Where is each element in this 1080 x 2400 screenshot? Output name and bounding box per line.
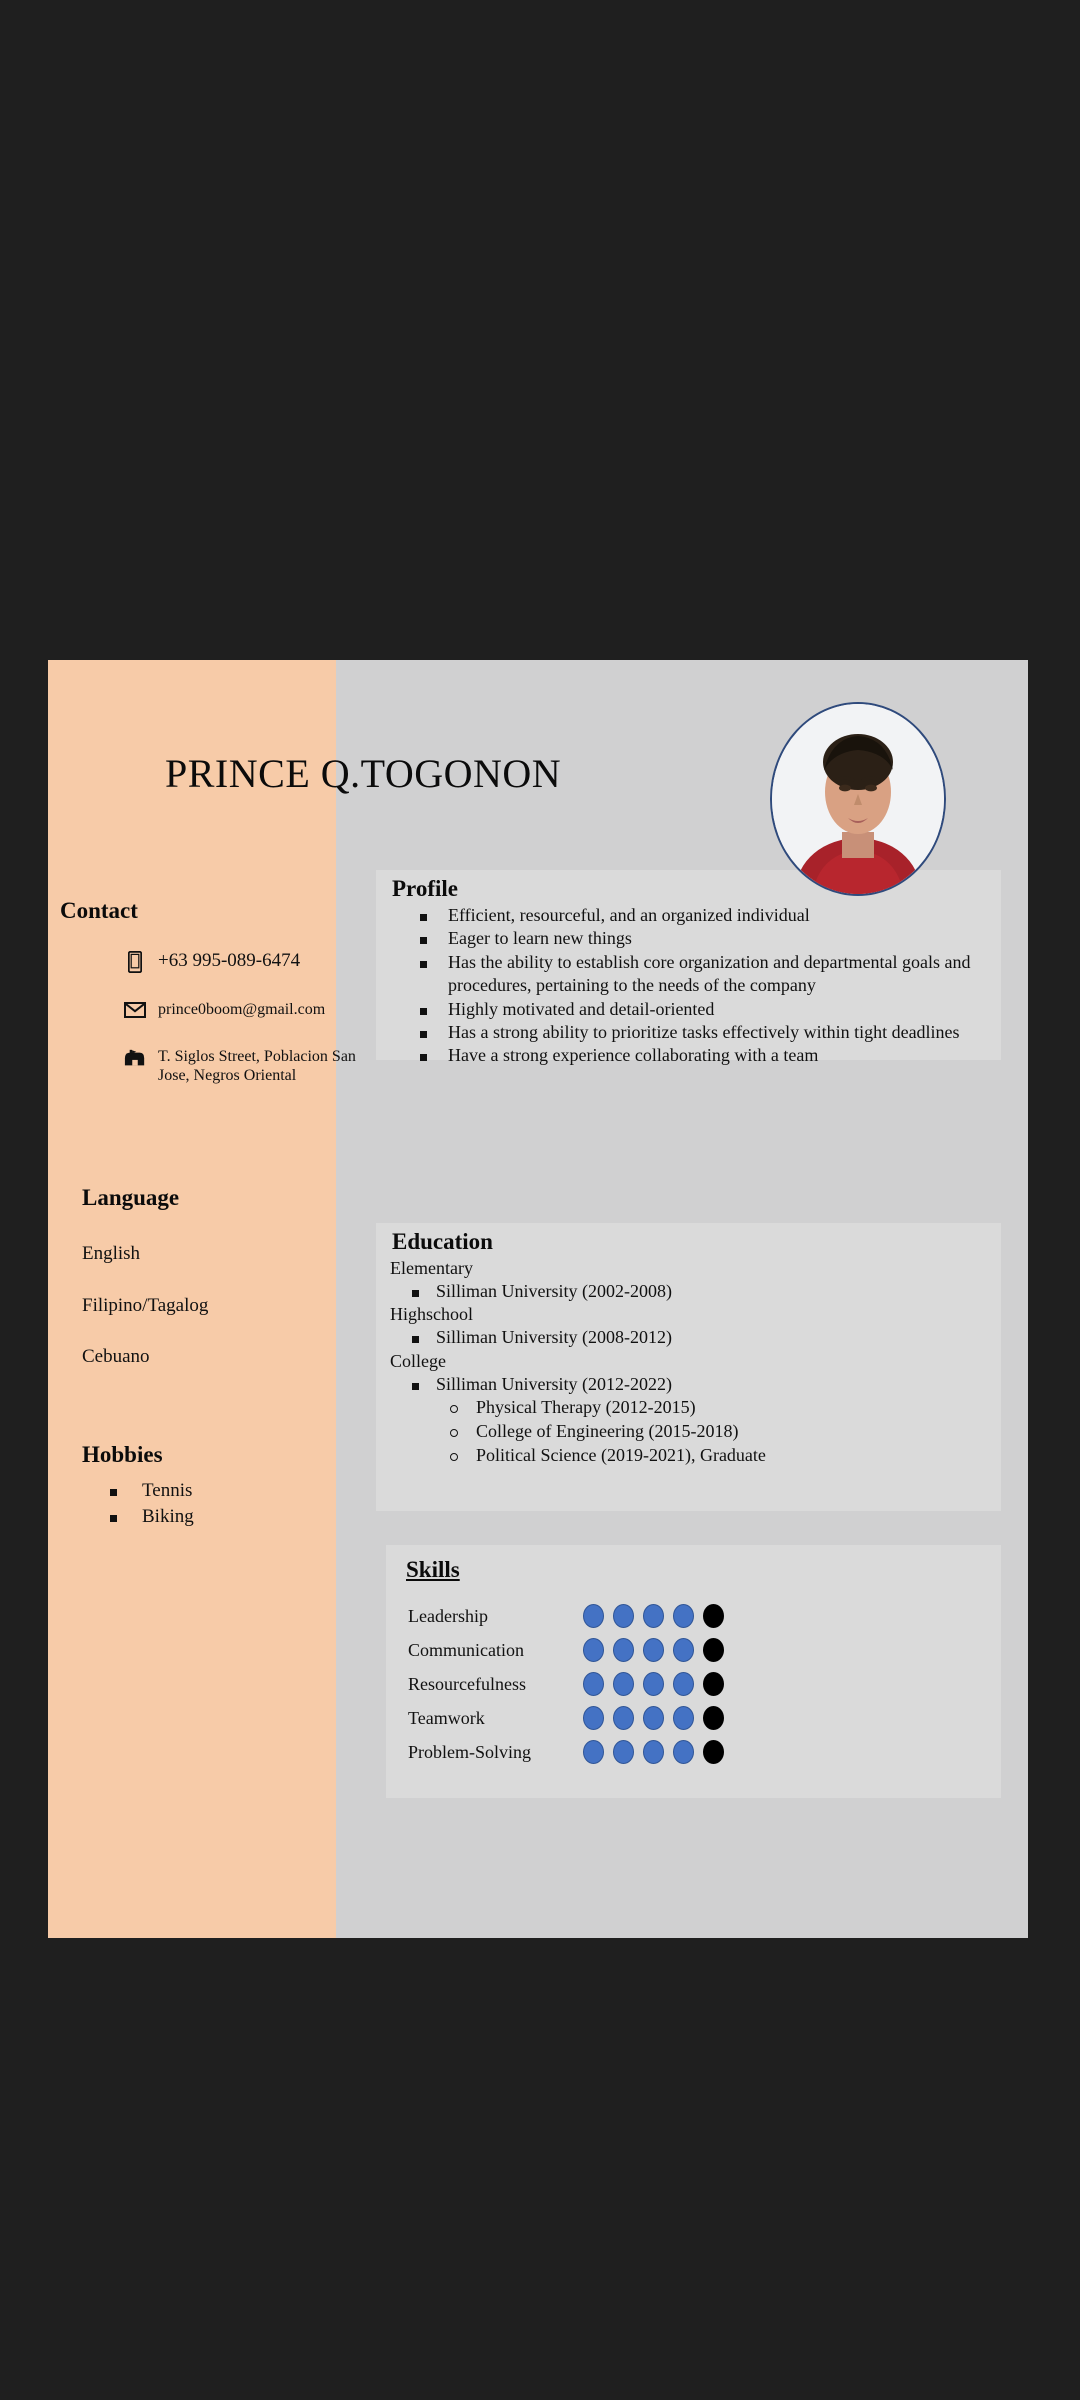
skills-heading: Skills — [406, 1557, 460, 1582]
skill-dot-filled — [673, 1706, 694, 1730]
hobbies-heading: Hobbies — [82, 1442, 163, 1467]
skill-dot-filled — [643, 1706, 664, 1730]
skill-dot-filled — [613, 1706, 634, 1730]
contact-phone-value: +63 995-089-6474 — [158, 950, 301, 971]
education-entry: Silliman University (2012-2022) — [390, 1373, 980, 1396]
page-title: PRINCE Q.TOGONON — [165, 751, 562, 796]
skill-dot-filled — [673, 1638, 694, 1662]
education-entry-list — [390, 1373, 980, 1468]
list-item: Eager to learn new things — [418, 927, 988, 950]
education-subentry-list — [390, 1396, 980, 1467]
skill-dot-filled — [613, 1672, 634, 1696]
skill-label: Teamwork — [408, 1707, 485, 1728]
skill-row — [408, 1599, 968, 1633]
education-body — [390, 1257, 980, 1468]
skill-label: Problem-Solving — [408, 1741, 532, 1762]
language-item: Cebuano — [82, 1346, 150, 1367]
skill-dot-filled — [583, 1604, 604, 1628]
mobile-phone-icon — [124, 950, 146, 973]
profile-bullet-list — [418, 904, 988, 1068]
education-entry: Silliman University (2002-2008) — [390, 1280, 980, 1303]
education-level-label: Elementary — [390, 1258, 473, 1278]
education-entry-list — [390, 1326, 980, 1349]
skill-label: Communication — [408, 1639, 524, 1660]
education-heading: Education — [392, 1229, 493, 1254]
education-entry: Silliman University (2008-2012) — [390, 1326, 980, 1349]
list-item: Have a strong experience collaborating with a team — [418, 1044, 988, 1067]
skill-dot-empty — [703, 1604, 724, 1628]
contact-address-value: T. Siglos Street, Poblacion San Jose, Negros Oriental — [158, 1048, 356, 1084]
language-item: Filipino/Tagalog — [82, 1295, 209, 1316]
list-item: Has the ability to establish core organization and departmental goals and procedures, pertaining to the needs of the company — [418, 951, 988, 998]
envelope-icon — [124, 1001, 146, 1018]
contact-address-row — [124, 1048, 373, 1085]
language-item: English — [82, 1243, 141, 1264]
skill-dot-filled — [673, 1604, 694, 1628]
list-item: Highly motivated and detail-oriented — [418, 998, 988, 1021]
skill-dot-filled — [583, 1706, 604, 1730]
profile-section — [376, 870, 1001, 1066]
skill-dot-filled — [583, 1638, 604, 1662]
skill-dot-filled — [583, 1740, 604, 1764]
skill-dot-filled — [583, 1672, 604, 1696]
list-item: Biking — [110, 1504, 194, 1530]
hobbies-list — [110, 1478, 194, 1530]
education-level-label: College — [390, 1350, 446, 1371]
education-subentry: Physical Therapy (2012-2015) — [390, 1396, 980, 1420]
skill-rating-dots — [583, 1604, 724, 1628]
contact-email-row — [124, 1001, 325, 1020]
skill-label: Resourcefulness — [408, 1673, 526, 1694]
skills-rating-list — [408, 1599, 968, 1769]
skill-dot-filled — [643, 1638, 664, 1662]
skill-dot-filled — [613, 1740, 634, 1764]
education-section — [376, 1223, 1001, 1511]
skill-dot-filled — [643, 1740, 664, 1764]
skills-section — [386, 1545, 1001, 1798]
skill-dot-filled — [613, 1638, 634, 1662]
education-subentry: Political Science (2019-2021), Graduate — [390, 1444, 980, 1468]
skill-rating-dots — [583, 1672, 724, 1696]
resume-page — [48, 660, 1028, 1938]
education-subentry: College of Engineering (2015-2018) — [390, 1420, 980, 1444]
skill-dot-empty — [703, 1706, 724, 1730]
list-item: Has a strong ability to prioritize tasks effectively within tight deadlines — [418, 1021, 988, 1044]
skill-rating-dots — [583, 1638, 724, 1662]
skill-row — [408, 1633, 968, 1667]
contact-email-value: prince0boom@gmail.com — [158, 1001, 326, 1018]
contact-heading: Contact — [60, 898, 138, 923]
education-entry-list — [390, 1280, 980, 1303]
profile-heading: Profile — [392, 876, 458, 901]
contact-phone-row — [124, 950, 300, 973]
skill-dot-filled — [643, 1672, 664, 1696]
skill-dot-filled — [673, 1672, 694, 1696]
skill-dot-filled — [613, 1604, 634, 1628]
skill-dot-empty — [703, 1638, 724, 1662]
skill-dot-empty — [703, 1672, 724, 1696]
education-level-label: Highschool — [390, 1304, 473, 1325]
language-heading: Language — [82, 1185, 180, 1210]
skill-row — [408, 1735, 968, 1769]
skill-dot-empty — [703, 1740, 724, 1764]
skill-rating-dots — [583, 1706, 724, 1730]
skill-dot-filled — [673, 1740, 694, 1764]
skill-row — [408, 1701, 968, 1735]
skill-label: Leadership — [408, 1605, 488, 1626]
list-item: Tennis — [110, 1478, 194, 1504]
list-item: Efficient, resourceful, and an organized individual — [418, 904, 988, 927]
avatar — [770, 702, 946, 896]
skill-row — [408, 1667, 968, 1701]
mailbox-icon — [124, 1048, 146, 1069]
skill-rating-dots — [583, 1740, 724, 1764]
skill-dot-filled — [643, 1604, 664, 1628]
portrait-photo-icon — [772, 704, 944, 894]
